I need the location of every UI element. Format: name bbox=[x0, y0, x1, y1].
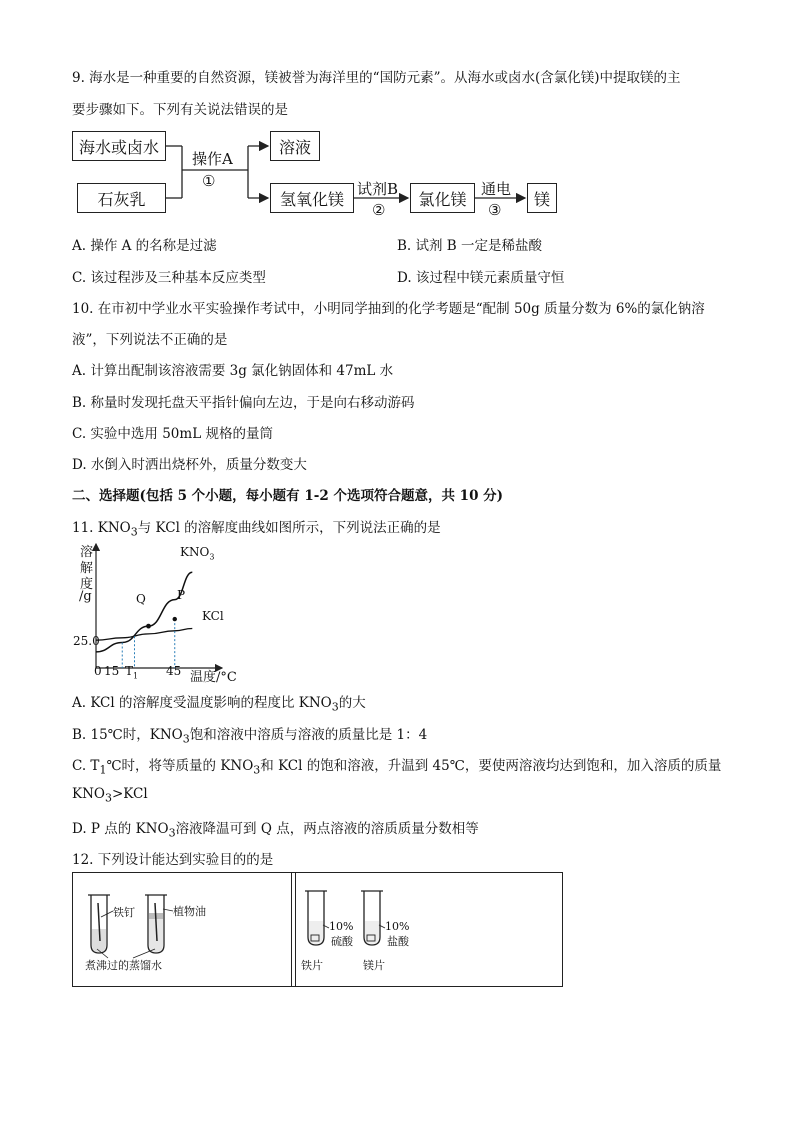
q9-option-c: C. 该过程涉及三种基本反应类型 bbox=[72, 270, 266, 286]
table-divider-1 bbox=[291, 873, 292, 986]
box-seawater: 海水或卤水 bbox=[72, 131, 166, 161]
q9-flow-diagram bbox=[72, 126, 572, 220]
ylabel-1: 溶 bbox=[80, 545, 94, 560]
label-kcl: KCl bbox=[202, 609, 224, 623]
box-mgoh2: 氢氧化镁 bbox=[270, 183, 354, 213]
label-vegetable-oil: 植物油 bbox=[173, 905, 206, 918]
q11-option-c-cont: $KNO_3>KCl$ bbox=[72, 786, 148, 805]
q10-stem-line1: 10. 在市初中学业水平实验操作考试中，小明同学抽到的化学考题是“配制 50g 质量分数为 6%的氯化钠溶 bbox=[72, 301, 705, 317]
ylabel-4: /g bbox=[79, 589, 92, 604]
label-step1: ① bbox=[202, 172, 216, 190]
tick-x-0: 0 bbox=[94, 664, 102, 678]
point-q bbox=[146, 624, 151, 629]
q12-stem: 12. 下列设计能达到实验目的的是 bbox=[72, 852, 274, 868]
tick-y-25: 25.0 bbox=[73, 634, 100, 648]
label-h2so4-pct: 10% bbox=[329, 920, 354, 933]
q10-option-d: D. 水倒入时洒出烧杯外，质量分数变大 bbox=[72, 457, 307, 473]
q11-option-a: A. KCl 的溶解度受温度影响的程度比 $KNO_3$的大 bbox=[72, 695, 366, 714]
label-hcl-pct: 10% bbox=[385, 920, 410, 933]
series-kno3-curve bbox=[96, 572, 192, 652]
series-kcl-line bbox=[96, 629, 192, 641]
ylabel-2: 解 bbox=[80, 561, 94, 576]
x-axis-label: 温度/°C bbox=[190, 670, 237, 685]
tick-x-15: 15 bbox=[104, 664, 120, 678]
q9-stem-line1: 9. 海水是一种重要的自然资源，镁被誉为海洋里的“国防元素”。从海水或卤水(含氯化镁)中提取镁的主 bbox=[72, 70, 681, 86]
label-reagent-b: 试剂B bbox=[357, 180, 399, 198]
q9-stem-line2: 要步骤如下。下列有关说法错误的是 bbox=[72, 102, 288, 118]
label-p: P bbox=[177, 588, 186, 602]
label-operation-a: 操作A bbox=[192, 150, 233, 168]
label-boiled-water: 煮沸过的蒸馏水 bbox=[85, 959, 162, 972]
q11-stem: 11. $KNO_3$与 KCl 的溶解度曲线如图所示，下列说法正确的是 bbox=[72, 520, 441, 539]
box-solution: 溶液 bbox=[270, 131, 320, 161]
label-electrify: 通电 bbox=[481, 180, 512, 198]
label-iron-sheet: 铁片 bbox=[301, 959, 323, 972]
q10-option-b: B. 称量时发现托盘天平指针偏向左边，于是向右移动游码 bbox=[72, 395, 415, 411]
box-mgcl2: 氯化镁 bbox=[410, 183, 475, 213]
label-iron-nail: 铁钉 bbox=[113, 906, 135, 919]
q11-option-d: D. P 点的 $KNO_3$溶液降温可到 Q 点，两点溶液的溶质质量分数相等 bbox=[72, 821, 479, 840]
label-step2: ② bbox=[372, 201, 386, 219]
label-h2so4: 硫酸 bbox=[331, 935, 353, 948]
label-step3: ③ bbox=[488, 201, 502, 219]
solubility-chart bbox=[72, 540, 252, 686]
point-p bbox=[173, 617, 177, 621]
box-limewater: 石灰乳 bbox=[77, 183, 166, 213]
box-mg: 镁 bbox=[527, 183, 557, 213]
q9-option-d: D. 该过程中镁元素质量守恒 bbox=[397, 270, 565, 286]
q11-option-c: C. $T_1℃$时，将等质量的 $KNO_3$和 KCl 的饱和溶液，升温到 45℃，要使两溶液均达到饱和，加入溶质的质量 bbox=[72, 758, 722, 777]
label-q: Q bbox=[136, 592, 146, 606]
label-kno3: $KNO_3$ bbox=[180, 545, 215, 562]
q10-option-a: A. 计算出配制该溶液需要 3g 氯化钠固体和 47mL 水 bbox=[72, 363, 394, 379]
section-2-heading: 二、选择题(包括 5 个小题，每小题有 1-2 个选项符合题意，共 10 分) bbox=[72, 488, 504, 504]
tick-x-t1: $T_1$ bbox=[125, 664, 139, 681]
ylabel-3: 度 bbox=[80, 577, 94, 592]
q11-option-b: B. 15℃时，$KNO_3$饱和溶液中溶质与溶液的质量比是 1：4 bbox=[72, 727, 428, 746]
tick-x-45: 45 bbox=[166, 664, 182, 678]
q9-option-a: A. 操作 A 的名称是过滤 bbox=[72, 238, 217, 254]
label-hcl: 盐酸 bbox=[387, 935, 409, 948]
q10-stem-line2: 液”，下列说法不正确的是 bbox=[72, 332, 228, 348]
q9-option-b: B. 试剂 B 一定是稀盐酸 bbox=[397, 238, 543, 254]
q12-figure-table bbox=[72, 872, 563, 987]
label-mg-sheet: 镁片 bbox=[363, 959, 385, 972]
q10-option-c: C. 实验中选用 50mL 规格的量筒 bbox=[72, 426, 273, 442]
